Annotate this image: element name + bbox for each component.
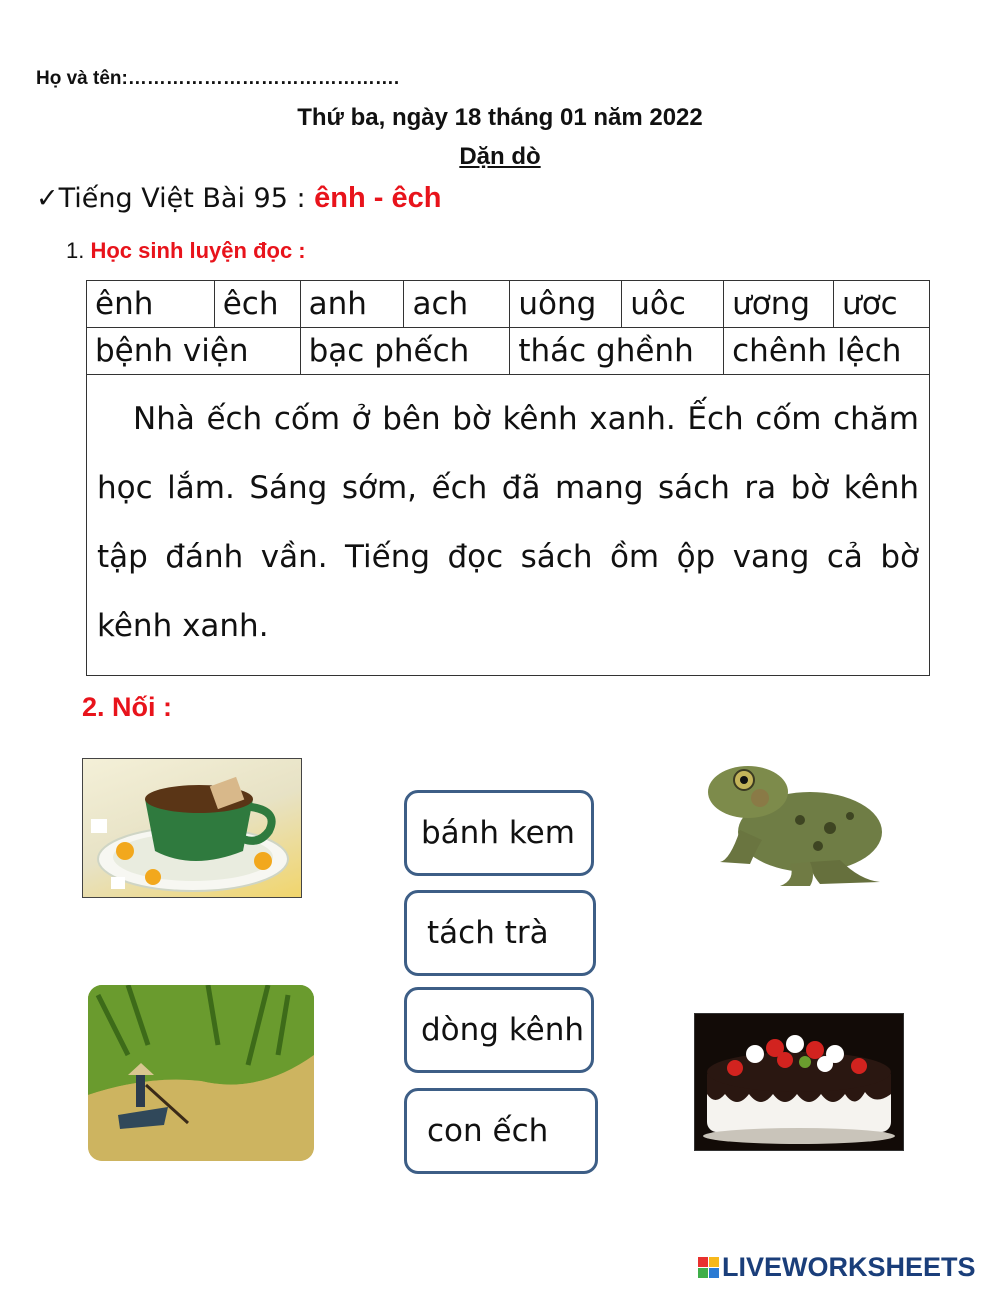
- section-2-heading: 2. Nối :: [82, 692, 173, 722]
- table-cell: bệnh viện: [87, 328, 301, 375]
- logo-mark-icon: [698, 1257, 719, 1278]
- word-box-tach-tra[interactable]: [404, 890, 596, 976]
- page-title: Dặn dò: [459, 143, 541, 170]
- river-boat-image[interactable]: [88, 985, 314, 1161]
- table-cell: ươc: [834, 281, 930, 328]
- table-cell: anh: [300, 281, 404, 328]
- paragraph-text: Nhà ếch cốm ở bên bờ kênh xanh. Ếch cốm chăm học lắm. Sáng sớm, ếch đã mang sách ra bờ kênh tập đánh vần. Tiếng đọc sách ồm ộp vang cả bờ kênh xanh.: [97, 401, 919, 644]
- subject-line: [36, 182, 441, 215]
- liveworksheets-logo: [698, 1252, 976, 1283]
- table-cell: thác ghềnh: [510, 328, 724, 375]
- student-name-line: Họ và tên:…………………………………….: [36, 68, 400, 89]
- word-box-dong-kenh[interactable]: [404, 987, 594, 1073]
- table-cell: ênh: [87, 281, 215, 328]
- table-cell: ach: [404, 281, 510, 328]
- word-label: bánh kem: [421, 815, 575, 851]
- word-label: con ếch: [427, 1113, 549, 1149]
- section-1-heading: [66, 238, 306, 264]
- table-row: [87, 328, 930, 375]
- table-cell: uông: [510, 281, 622, 328]
- word-label: dòng kênh: [421, 1012, 585, 1048]
- tea-cup-image[interactable]: [82, 758, 302, 898]
- subject-prefix: Tiếng Việt Bài 95 :: [58, 183, 315, 214]
- check-icon: ✓: [36, 183, 59, 214]
- table-cell: chênh lệch: [724, 328, 930, 375]
- word-box-banh-kem[interactable]: [404, 790, 594, 876]
- cake-image[interactable]: [694, 1013, 904, 1151]
- table-row: [87, 281, 930, 328]
- section-1-label: Học sinh luyện đọc :: [90, 238, 306, 263]
- reading-paragraph: [87, 375, 930, 676]
- frog-image[interactable]: [700, 750, 890, 890]
- table-cell: bạc phếch: [300, 328, 510, 375]
- date-line: Thứ ba, ngày 18 tháng 01 năm 2022: [297, 104, 703, 131]
- table-cell: uôc: [622, 281, 724, 328]
- lesson-title: ênh - êch: [314, 182, 442, 214]
- table-cell: êch: [214, 281, 300, 328]
- reading-table: [86, 280, 930, 676]
- word-box-con-ech[interactable]: [404, 1088, 598, 1174]
- logo-text: LIVEWORKSHEETS: [722, 1252, 976, 1282]
- table-row: [87, 375, 930, 676]
- section-1-number: 1.: [66, 238, 85, 263]
- word-label: tách trà: [427, 915, 549, 951]
- table-cell: ương: [724, 281, 834, 328]
